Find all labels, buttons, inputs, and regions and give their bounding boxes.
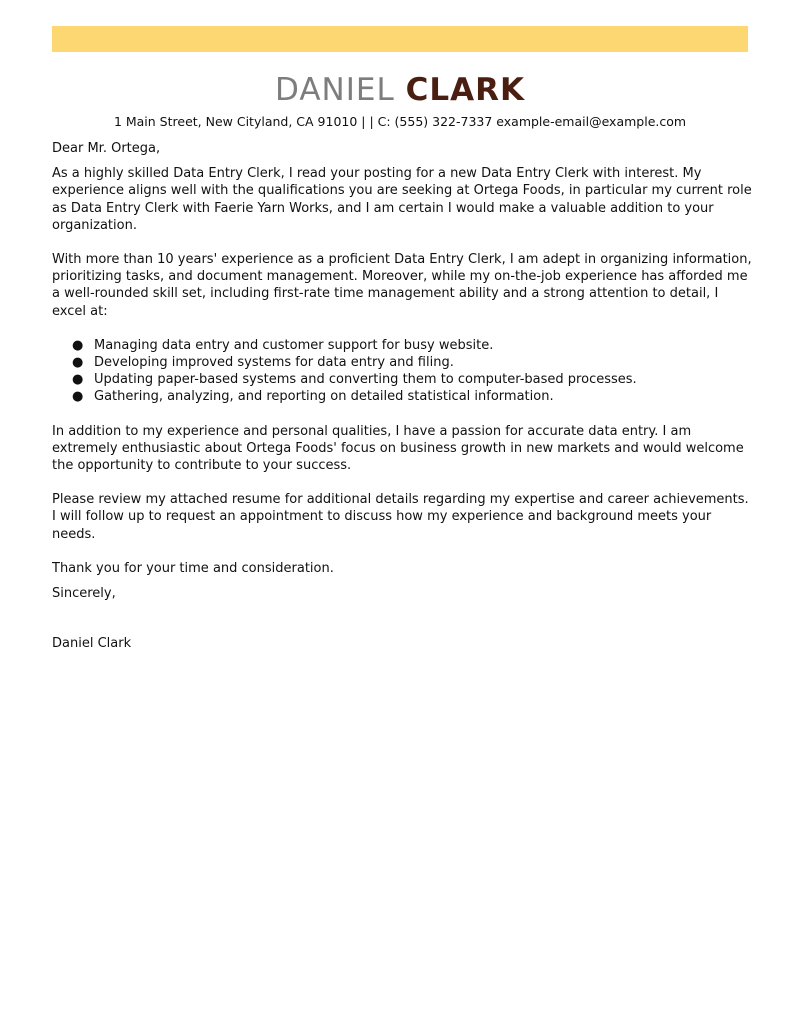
bullet-icon: ● bbox=[72, 389, 84, 405]
paragraph-passion: In addition to my experience and personal qualities, I have a passion for accurate data entry. I am extremely enthusiastic about Ortega Foods' focus on business growth in new markets and would welcome the opportunity to contribute to your success. bbox=[52, 423, 744, 474]
list-item-text: Developing improved systems for data entry and filing. bbox=[94, 355, 454, 371]
paragraph-intro: As a highly skilled Data Entry Clerk, I read your posting for a new Data Entry Clerk with interest. My experience aligns well with the qualifications you are seeking at Ortega Foods, in particular my current role as Data Entry Clerk with Faerie Yarn Works, and I am certain I would make a valuable addition to your organization. bbox=[52, 166, 752, 233]
bullet-icon: ● bbox=[72, 355, 84, 371]
letter-body bbox=[52, 140, 752, 652]
list-item-text: Managing data entry and customer support for busy website. bbox=[94, 337, 494, 353]
list-item-text: Updating paper-based systems and converting them to computer-based processes. bbox=[94, 372, 637, 388]
signature-name: Daniel Clark bbox=[52, 636, 132, 652]
closing-line: Sincerely, bbox=[52, 586, 116, 602]
letterhead bbox=[0, 70, 800, 130]
list-item bbox=[52, 388, 752, 405]
sender-name bbox=[0, 70, 800, 110]
skills-list bbox=[52, 337, 752, 406]
paragraph-follow-up: Please review my attached resume for additional details regarding my expertise and career achievements. I will follow up to request an appointment to discuss how my experience and background meets your needs. bbox=[52, 492, 749, 542]
bullet-icon: ● bbox=[72, 372, 84, 388]
salutation: Dear Mr. Ortega, bbox=[52, 141, 161, 156]
last-name: CLARK bbox=[405, 72, 525, 108]
bullet-icon: ● bbox=[72, 337, 84, 353]
list-item-text: Gathering, analyzing, and reporting on detailed statistical information. bbox=[94, 389, 554, 405]
first-name: DANIEL bbox=[275, 72, 395, 108]
list-item bbox=[52, 354, 752, 371]
list-item bbox=[52, 337, 752, 354]
contact-info: 1 Main Street, New Cityland, CA 91010 | | C: (555) 322-7337 example-email@example.com bbox=[113, 114, 687, 129]
thanks-line: Thank you for your time and consideration. bbox=[52, 560, 334, 576]
paragraph-experience: With more than 10 years' experience as a proficient Data Entry Clerk, I am adept in organizing information, prioritizing tasks, and document management. Moreover, while my on-the-job experience has afforded me a well-rounded skill set, including first-rate time management ability and a strong attention to detail, I excel at: bbox=[52, 252, 752, 319]
header-accent-bar bbox=[52, 26, 748, 52]
list-item bbox=[52, 371, 752, 388]
